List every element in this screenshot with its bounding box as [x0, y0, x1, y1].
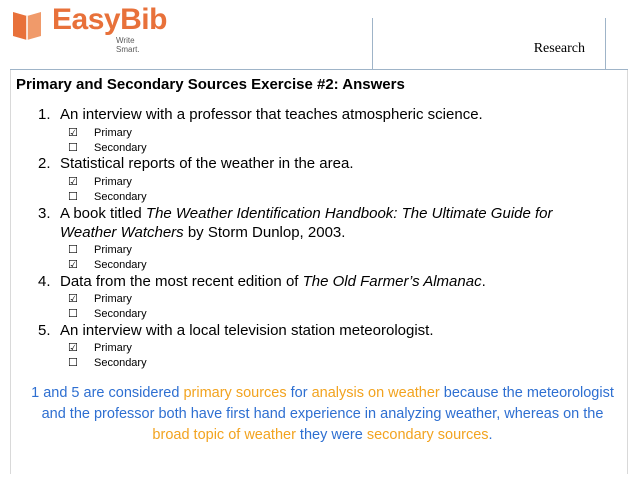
option-label: Secondary [94, 308, 147, 320]
question-3-continued [60, 224, 345, 241]
question-5-option-primary [68, 341, 132, 354]
question-4-option-secondary [68, 307, 147, 320]
header-divider [10, 69, 628, 70]
checkbox-icon: ☐ [68, 141, 78, 154]
logo-wordmark: EasyBib [52, 3, 167, 36]
answer-explanation [30, 383, 615, 446]
checkbox-icon: ☐ [68, 190, 78, 203]
question-number: 1. [38, 106, 51, 123]
checkbox-icon: ☑ [68, 175, 78, 188]
book-title-continued: Weather Watchers [60, 224, 184, 241]
question-text: An interview with a professor that teaches atmospheric science. [60, 106, 483, 123]
question-text-prefix: Data from the most recent edition of [60, 273, 303, 290]
question-1-option-primary [68, 126, 132, 139]
question-3 [38, 205, 553, 222]
explanation-text: they were [295, 427, 367, 443]
question-text-prefix: A book titled [60, 205, 146, 222]
question-text: An interview with a local television station meteorologist. [60, 322, 434, 339]
option-label: Primary [94, 293, 132, 305]
option-label: Secondary [94, 142, 147, 154]
question-3-option-primary [68, 243, 132, 256]
page-title: Primary and Secondary Sources Exercise #2: Answers [16, 76, 405, 93]
question-1-option-secondary [68, 141, 147, 154]
checkbox-icon: ☑ [68, 126, 78, 139]
explanation-highlight-analysis: analysis on weather [311, 385, 440, 401]
question-2-option-primary [68, 175, 132, 188]
explanation-text: because the meteorologist and the professor both have first hand experience in analyzing weather, whereas on the [41, 385, 614, 422]
explanation-text: . [488, 427, 493, 443]
question-4 [38, 273, 486, 290]
question-5-option-secondary [68, 356, 147, 369]
question-2 [38, 155, 354, 172]
checkbox-icon: ☐ [68, 243, 78, 256]
book-logo-icon [10, 8, 44, 42]
question-number: 4. [38, 273, 51, 290]
question-number: 3. [38, 205, 51, 222]
explanation-highlight-primary: primary sources [183, 385, 287, 401]
explanation-text: 1 and 5 are considered [31, 385, 184, 401]
question-number: 5. [38, 322, 51, 339]
checkbox-icon: ☑ [68, 341, 78, 354]
book-title: The Weather Identification Handbook: The Ultimate Guide for [145, 205, 553, 222]
checkbox-icon: ☑ [68, 292, 78, 305]
option-label: Primary [94, 127, 132, 139]
question-text-suffix: by Storm Dunlop, 2003. [183, 224, 346, 241]
explanation-highlight-broad-topic: broad topic of weather [152, 427, 296, 443]
question-1 [38, 106, 483, 123]
section-tab [372, 18, 606, 70]
almanac-title: The Old Farmer’s Almanac [302, 273, 482, 290]
checkbox-icon: ☑ [68, 258, 78, 271]
option-label: Primary [94, 176, 132, 188]
question-4-option-primary [68, 292, 132, 305]
checkbox-icon: ☐ [68, 356, 78, 369]
easybib-logo [10, 3, 167, 54]
checkbox-icon: ☐ [68, 307, 78, 320]
question-2-option-secondary [68, 190, 147, 203]
logo-tagline: Write Smart. [116, 36, 140, 54]
question-number: 2. [38, 155, 51, 172]
question-text-suffix: . [481, 273, 486, 290]
explanation-highlight-secondary: secondary sources [366, 427, 489, 443]
option-label: Primary [94, 244, 132, 256]
question-text: Statistical reports of the weather in the area. [60, 155, 354, 172]
section-label: Research [533, 41, 585, 56]
option-label: Primary [94, 342, 132, 354]
option-label: Secondary [94, 259, 147, 271]
question-5 [38, 322, 434, 339]
explanation-text: for [286, 385, 312, 401]
option-label: Secondary [94, 191, 147, 203]
question-3-option-secondary [68, 258, 147, 271]
option-label: Secondary [94, 357, 147, 369]
